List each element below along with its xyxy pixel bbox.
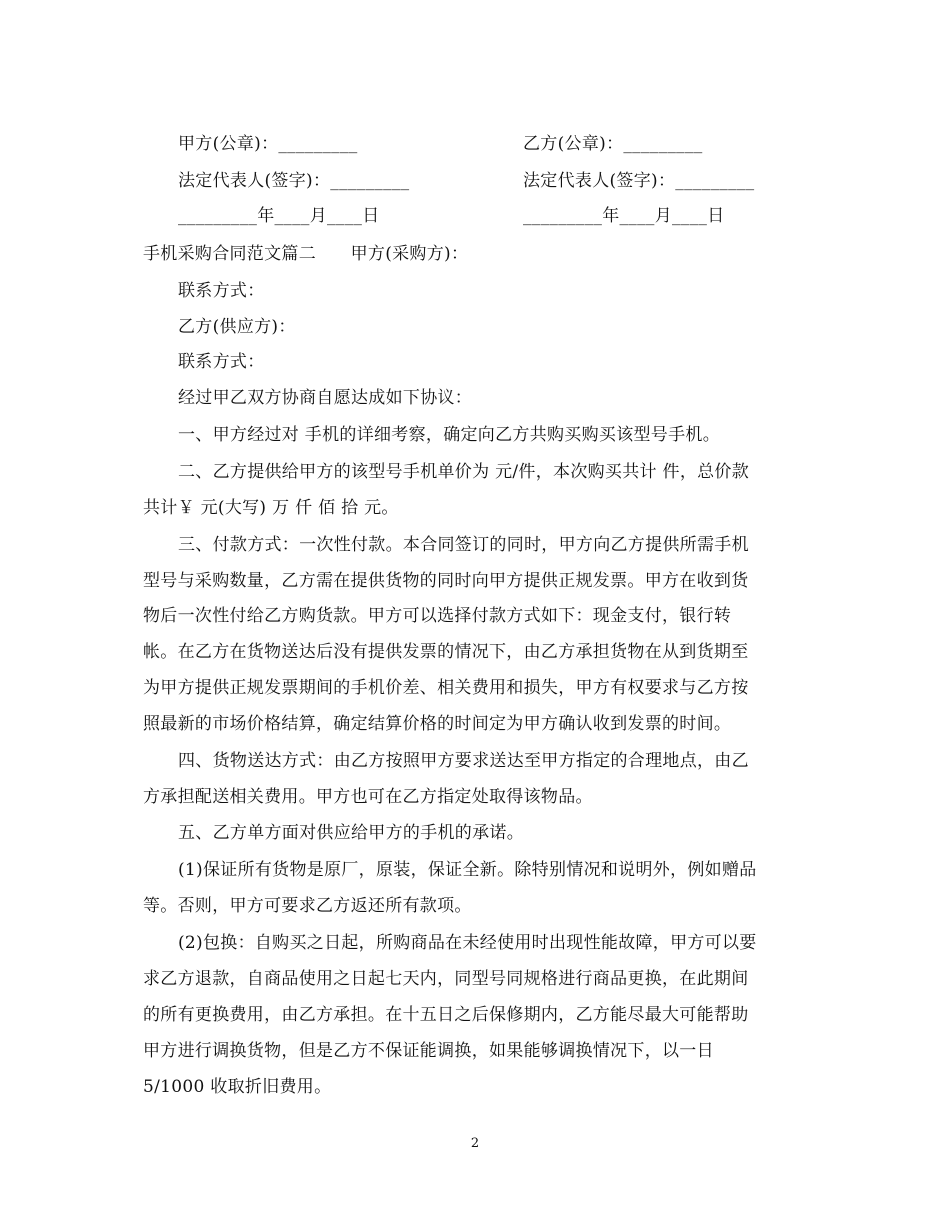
party-a-date-line: _________年____月____日 <box>178 206 380 226</box>
agreement-intro: 经过甲乙双方协商自愿达成如下协议： <box>178 388 473 408</box>
clause-5-line: 五、乙方单方面对供应给甲方的手机的承诺。 <box>178 823 524 843</box>
subclause-2-line: 5/1000 收取折旧费用。 <box>143 1077 332 1097</box>
party-a-seal-line: 甲方(公章)：_________ <box>178 134 358 154</box>
contract-heading: 手机采购合同范文篇二 甲方(采购方)： <box>143 244 469 264</box>
clause-3-line: 帐。在乙方在货物送达后没有提供发票的情况下，由乙方承担货物在从到货期至 <box>143 642 749 662</box>
party-a-contact: 联系方式： <box>178 281 265 301</box>
subclause-1-line: 等。否则，甲方可要求乙方返还所有款项。 <box>143 896 472 916</box>
clause-3-line: 三、付款方式：一次性付款。本合同签订的同时，甲方向乙方提供所需手机 <box>178 535 749 555</box>
clause-2-line: 共计￥ 元(大写) 万 仟 佰 拾 元。 <box>143 498 399 518</box>
clause-2-line: 二、乙方提供给甲方的该型号手机单价为 元/件，本次购买共计 件，总价款 <box>178 462 750 482</box>
clause-4-line: 四、货物送达方式：由乙方按照甲方要求送达至甲方指定的合理地点，由乙 <box>178 751 749 771</box>
party-a-representative-line: 法定代表人(签字)：_________ <box>178 171 410 191</box>
clause-3-line: 型号与采购数量，乙方需在提供货物的同时向甲方提供正规发票。甲方在收到货 <box>143 571 749 591</box>
clause-3-line: 为甲方提供正规发票期间的手机价差、相关费用和损失，甲方有权要求与乙方按 <box>143 678 749 698</box>
clause-3-line: 照最新的市场价格结算，确定结算价格的时间定为甲方确认收到发票的时间。 <box>143 714 732 734</box>
party-b-contact: 联系方式： <box>178 352 265 372</box>
clause-1-line: 一、甲方经过对 手机的详细考察，确定向乙方共购买购买该型号手机。 <box>178 425 721 445</box>
subclause-2-line: 的所有更换费用，由乙方承担。在十五日之后保修期内，乙方能尽最大可能帮助 <box>143 1005 749 1025</box>
subclause-1-line: (1)保证所有货物是原厂，原装，保证全新。除特别情况和说明外，例如赠品 <box>178 860 757 880</box>
party-b-representative-line: 法定代表人(签字)：_________ <box>523 171 755 191</box>
subclause-2-line: 求乙方退款，自商品使用之日起七天内，同型号同规格进行商品更换，在此期间 <box>143 969 749 989</box>
party-b-label: 乙方(供应方)： <box>178 317 296 337</box>
page-number: 2 <box>470 1136 480 1151</box>
party-b-date-line: _________年____月____日 <box>523 206 725 226</box>
clause-4-line: 方承担配送相关费用。甲方也可在乙方指定处取得该物品。 <box>143 787 593 807</box>
subclause-2-line: (2)包换：自购买之日起，所购商品在未经使用时出现性能故障，甲方可以要 <box>178 933 757 953</box>
party-b-seal-line: 乙方(公章)：_________ <box>523 134 703 154</box>
subclause-2-line: 甲方进行调换货物，但是乙方不保证能调换，如果能够调换情况下，以一日 <box>143 1041 714 1061</box>
clause-3-line: 物后一次性付给乙方购货款。甲方可以选择付款方式如下：现金支付，银行转 <box>143 606 732 626</box>
